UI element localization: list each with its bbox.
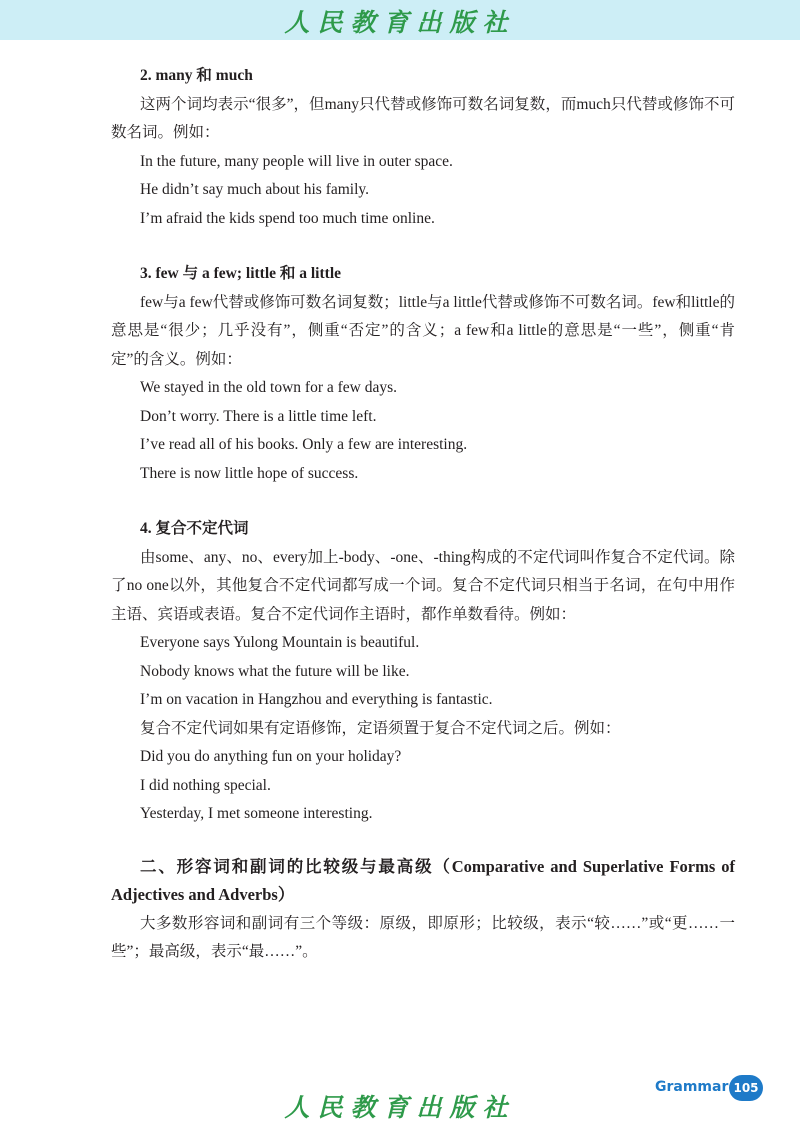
example-sentence: Did you do anything fun on your holiday? [140, 748, 402, 765]
page-number-badge: 105 [729, 1075, 763, 1101]
section-spacer [111, 829, 735, 853]
example-sentence: I did nothing special. [140, 776, 271, 794]
example-sentence: Nobody knows what the future will be like. [140, 662, 410, 680]
section-spacer [111, 233, 735, 260]
example-sentence: Everyone says Yulong Mountain is beautiful. [140, 634, 420, 651]
footer-section-label: Grammar [655, 1079, 729, 1095]
section-explanation-many-much: 这两个词均表示“很多”，但many只代替或修饰可数名词复数，而much只代替或修饰不可数名词。例如： [111, 95, 735, 141]
section-heading-few-little: 3. few 与 a few; little 和 a little [140, 265, 342, 282]
example-sentence: I’ve read all of his books. Only a few are interesting. [140, 436, 468, 453]
section-heading-compound-pronouns: 4. 复合不定代词 [140, 520, 249, 537]
publisher-logo-top: 人民教育出版社 [284, 8, 516, 37]
page-content [111, 62, 735, 967]
publisher-logo-bottom: 人民教育出版社 [284, 1093, 516, 1122]
example-sentence: In the future, many people will live in outer space. [140, 152, 453, 170]
section-title-comparatives: 二、形容词和副词的比较级与最高级（Comparative and Superlative Forms of Adjectives and Adverbs） [111, 856, 735, 904]
section-explanation-few-little: few与a few代替或修饰可数名词复数；little与a little代替或修饰不可数名词。few和little的意思是“很少；几乎没有”，侧重“否定”的含义；a few和a little的意思是“一些”，侧重“肯定”的含义。例如： [111, 293, 735, 368]
section-explanation-compound-pronouns: 由some、any、no、every加上-body、-one、-thing构成的不定代词叫作复合不定代词。除了no one以外，其他复合不定代词都写成一个词。复合不定代词只相当于名词，在句中用作主语、宾语或表语。复合不定代词作主语时，都作单数看待。例如： [111, 548, 735, 623]
section-spacer [111, 488, 735, 515]
example-sentence: There is now little hope of success. [140, 464, 359, 482]
section-note-compound-pronouns: 复合不定代词如果有定语修饰，定语须置于复合不定代词之后。例如： [140, 719, 621, 737]
example-sentence: I’m on vacation in Hangzhou and everything is fantastic. [140, 691, 493, 708]
example-sentence: Don’t worry. There is a little time left. [140, 407, 377, 425]
example-sentence: He didn’t say much about his family. [140, 181, 370, 198]
example-sentence: We stayed in the old town for a few days. [140, 379, 398, 396]
section-heading-many-much: 2. many 和 much [140, 67, 253, 84]
example-sentence: I’m afraid the kids spend too much time online. [140, 209, 435, 227]
section-explanation-comparatives: 大多数形容词和副词有三个等级：原级，即原形；比较级，表示“较……”或“更……一些”；最高级，表示“最……”。 [111, 914, 735, 960]
example-sentence: Yesterday, I met someone interesting. [140, 805, 373, 822]
